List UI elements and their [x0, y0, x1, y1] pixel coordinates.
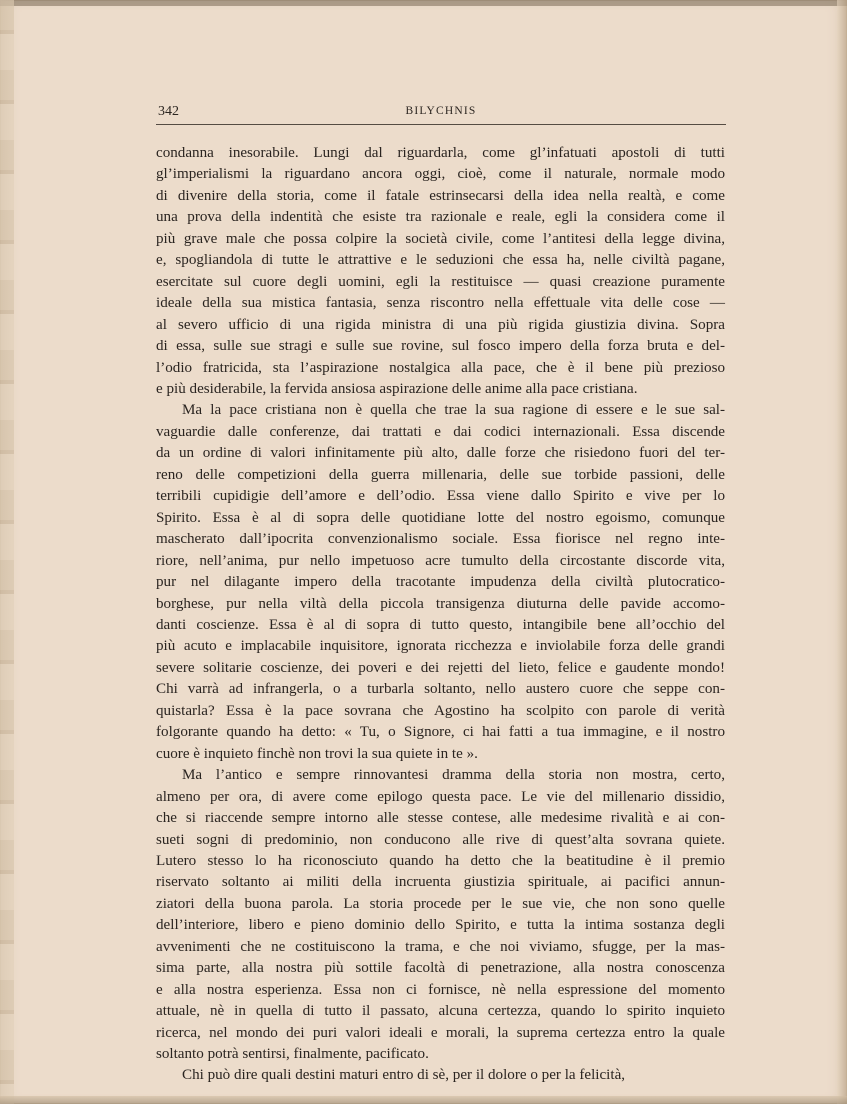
- page-top-edge: [0, 0, 847, 6]
- text-line: Chi può dire quali destini maturi entro di sè, per il dolore o per la felicità,: [182, 1067, 626, 1084]
- text-line: di essa, sulle sue stragi e sulle sue rovine, sul fosco impero della forza bruta e del-: [156, 338, 725, 355]
- text-line: e alla nostra esperienza. Essa non ci fornisce, nè nella espressione del momento: [156, 981, 725, 998]
- text-line: esercitate sul cuore degli uomini, egli la restituisce — quasi creazione puramente: [156, 273, 725, 290]
- page-right-edge: [837, 0, 847, 1104]
- running-header: [158, 104, 724, 124]
- text-line: sueti sogni di predominio, non conducono alle rive di quest’alta sovrana quiete.: [156, 831, 725, 848]
- text-line: ziatori della buona parola. La storia procede per le sue vie, che non sono quelle: [156, 895, 725, 912]
- text-line: riore, nell’anima, pur nello impetuoso acre tumulto della circostante discorde vita,: [156, 552, 725, 569]
- text-line: avvenimenti che ne costituiscono la trama, e che noi viviamo, sfugge, per la mas-: [156, 938, 725, 955]
- text-line: l’odio fratricida, sta l’aspirazione nostalgica alla pace, che è il bene più prezioso: [156, 359, 725, 376]
- text-line: Lutero stesso lo ha riconosciuto quando ha detto che la beatitudine è il premio: [156, 852, 725, 869]
- text-line: riservato soltanto ai militi della incruenta giustizia spirituale, ai pacifici annun-: [156, 874, 725, 891]
- text-line: Ma la pace cristiana non è quella che trae la sua ragione di essere e le sue sal-: [182, 402, 725, 419]
- page-binding-edge: [0, 0, 14, 1104]
- text-line: danti coscienze. Essa è al di sopra di tutto questo, intangibile bene all’occhio del: [156, 616, 725, 633]
- page-bottom-edge: [0, 1096, 847, 1104]
- text-line: reno delle competizioni della guerra millenaria, delle sue torbide passioni, delle: [156, 466, 725, 483]
- body-text: [156, 143, 725, 1087]
- text-line: dell’interiore, libero e pieno dominio dello Spirito, e tutta la intima sostanza degli: [156, 917, 725, 934]
- paragraph: [156, 1065, 725, 1086]
- text-line: Ma l’antico e sempre rinnovantesi dramma della storia non mostra, certo,: [182, 767, 725, 784]
- text-line: sima parte, alla nostra più sottile facoltà di penetrazione, alla nostra conoscenza: [156, 960, 725, 977]
- running-title: BILYCHNIS: [405, 105, 477, 117]
- text-line: mascherato dall’ipocrita convenzionalismo sociale. Essa fiorisce nel regno inte-: [156, 531, 725, 548]
- paragraph: [156, 765, 725, 1065]
- text-line: più grave male che possa colpire la società civile, come l’antitesi della legge divina,: [156, 230, 725, 247]
- text-line: una prova della indentità che esiste tra razionale e reale, egli la considera come il: [156, 209, 725, 226]
- text-line: folgorante quando ha detto: « Tu, o Signore, ci hai fatti a tua immagine, e il nostro: [156, 724, 725, 741]
- text-line: più acuto e implacabile inquisitore, ignorata ricchezza e inviolabile forza delle grandi: [156, 638, 725, 655]
- text-line: che si riaccende sempre intorno alle stesse contese, alle medesime rivalità e ai con-: [156, 810, 725, 827]
- text-line: quistarla? Essa è la pace sovrana che Agostino ha scolpito con parole di verità: [156, 702, 725, 719]
- text-line: al severo ufficio di una rigida ministra di una più rigida giustizia divina. Sopra: [156, 316, 725, 333]
- text-line: soltanto potrà sentirsi, finalmente, pacificato.: [156, 1046, 429, 1063]
- header-rule: [156, 124, 726, 125]
- text-line: pur nel dilagante impero della tracotante impudenza della civiltà plutocratico-: [156, 574, 725, 591]
- text-line: ideale della sua mistica fantasia, senza riscontro nella effettuale vita delle cose —: [156, 295, 725, 312]
- text-line: cuore è inquieto finchè non trovi la sua quiete in te ».: [156, 745, 478, 762]
- page-number: 342: [158, 104, 179, 119]
- text-line: severe solitarie coscienze, dei poveri e dei rejetti del lieto, felice e gaudente mondo!: [156, 659, 725, 676]
- text-line: borghese, pur nella viltà della piccola transigenza diuturna delle pavide accomo-: [156, 595, 725, 612]
- text-line: vaguardie dalle conferenze, dai trattati e dai codici internazionali. Essa discende: [156, 423, 725, 440]
- text-line: almeno per ora, di avere come epilogo questa pace. Le vie del millenario dissidio,: [156, 788, 725, 805]
- text-line: attuale, nè in quella di tutto il passato, alcuna certezza, quando lo spirito inquieto: [156, 1003, 725, 1020]
- text-line: e più desiderabile, la fervida ansiosa aspirazione delle anime alla pace cristiana.: [156, 380, 638, 397]
- text-line: da un ordine di valori infinitamente più alto, dalle forze che risiedono fuori del ter-: [156, 445, 725, 462]
- text-line: Chi varrà ad infrangerla, o a turbarla soltanto, nello austero cuore che seppe con-: [156, 681, 725, 698]
- text-line: Spirito. Essa è al di sopra delle quotidiane lotte del nostro egoismo, comunque: [156, 509, 725, 526]
- text-line: condanna inesorabile. Lungi dal riguardarla, come gl’infatuati apostoli di tutti: [156, 145, 725, 161]
- text-line: di divenire della storia, come il fatale estrinsecarsi della idea nella realtà, e come: [156, 187, 725, 204]
- paragraph: [156, 400, 725, 765]
- text-line: e, spogliandola di tutte le attrattive e le seduzioni che essa ha, nelle civiltà pagane,: [156, 252, 725, 269]
- paragraph: [156, 143, 725, 400]
- text-line: terribili cupidigie dell’amore e dell’odio. Essa viene dallo Spirito e vive per lo: [156, 488, 725, 505]
- text-line: ricerca, nel mondo dei puri valori ideali e morali, la suprema certezza entro la quale: [156, 1024, 725, 1041]
- text-line: gl’imperialismi la riguardano ancora oggi, cioè, come il naturale, normale modo: [156, 166, 725, 183]
